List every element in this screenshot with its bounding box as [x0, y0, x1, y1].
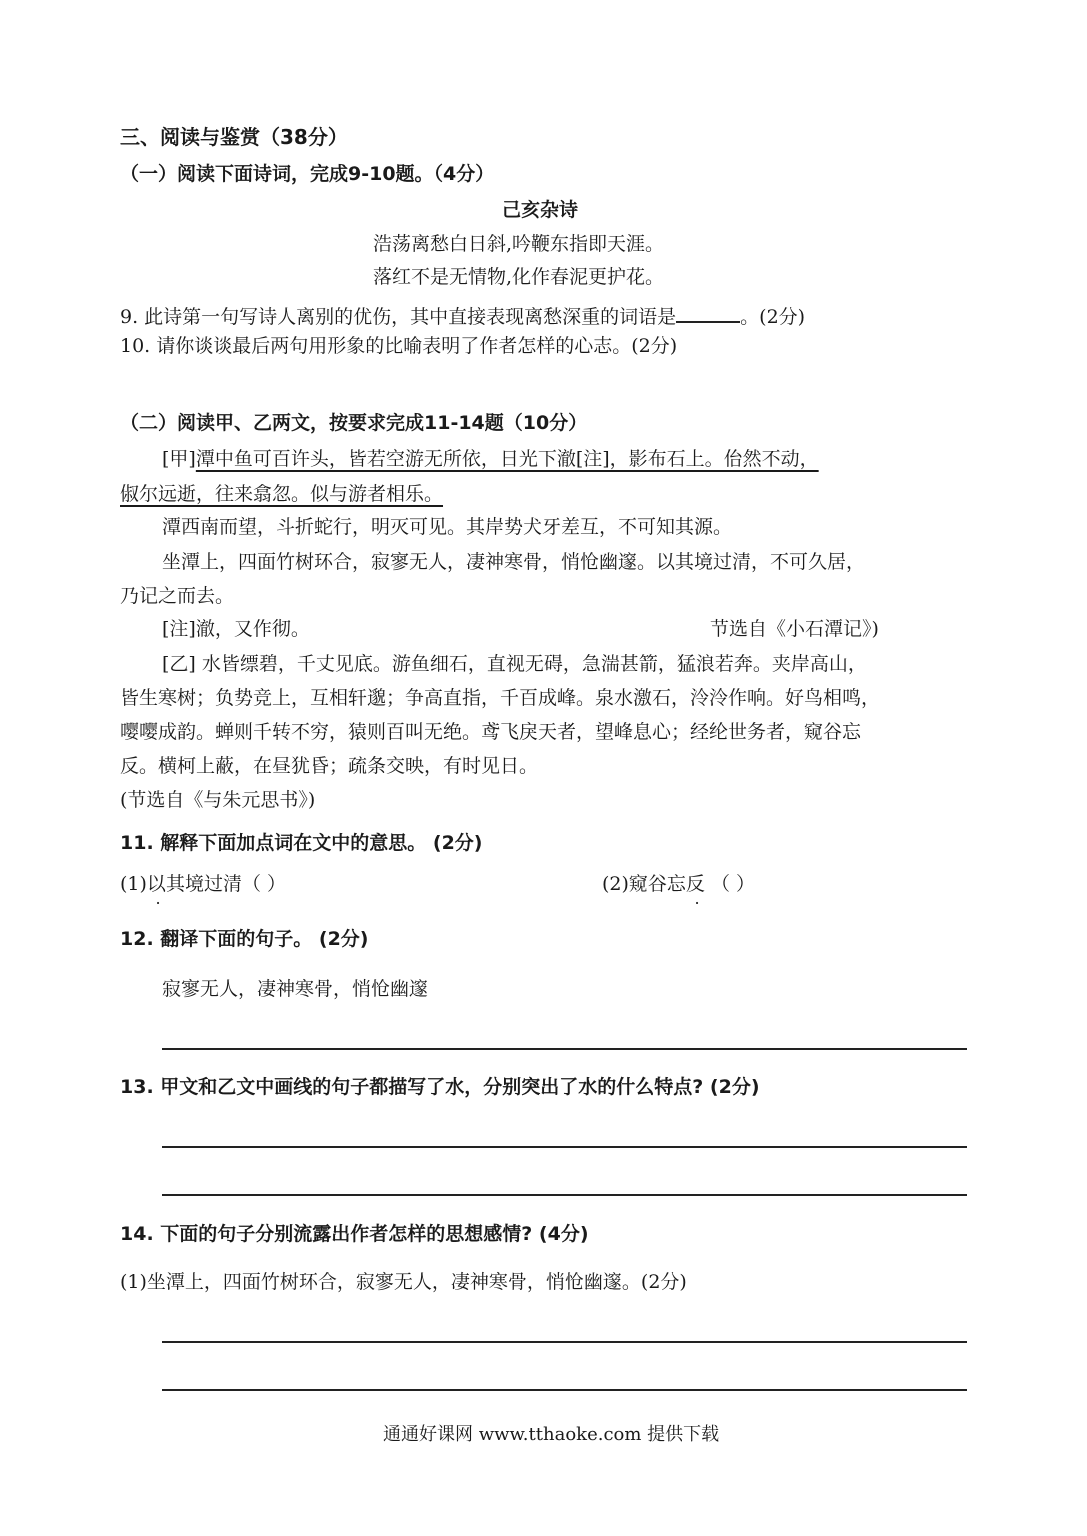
poem-line-2: 落红不是无情物,化作春泥更护花。: [373, 266, 665, 288]
yi-line-4: 反。横柯上蔽，在昼犹昏；疏条交映，有时见日。: [120, 755, 539, 777]
answer-blank[interactable]: [676, 303, 740, 323]
yi-line-2: 皆生寒树；负势竞上，互相轩邈；争高直指，千百成峰。泉水激石，泠泠作响。好鸟相鸣，: [120, 687, 881, 709]
yi-line-1: [乙] 水皆缥碧，千丈见底。游鱼细石，直视无碍，急湍甚箭，猛浪若奔。夹岸高山，: [162, 653, 867, 675]
poem-line-1: 浩荡离愁白日斜,吟鞭东指即天涯。: [373, 233, 665, 255]
jia-line-1: [162, 450, 819, 469]
jia-note: [注]澈，又作彻。: [162, 618, 310, 640]
jia-label: [甲]: [162, 448, 196, 470]
question-13-heading: 13. 甲文和乙文中画线的句子都描写了水，分别突出了水的什么特点? (2分): [120, 1076, 760, 1098]
question-11-heading: 11. 解释下面加点词在文中的意思。 (2分): [120, 832, 483, 854]
jia-underlined-1: 潭中鱼可百许头，皆若空游无所依，日光下澈[注]，影布石上。佁然不动，: [195, 448, 819, 470]
question-9: [120, 303, 805, 327]
part1-heading: （一）阅读下面诗词，完成9-10题。（4分）: [120, 163, 495, 185]
jia-source: 节选自《小石潭记》): [710, 618, 879, 640]
answer-line[interactable]: [162, 1389, 967, 1391]
dotted-word: 以: [146, 873, 166, 895]
yi-line-3: 嘤嘤成韵。蝉则千转不穷，猿则百叫无绝。鸢飞戾天者，望峰息心；经纶世务者，窥谷忘: [120, 721, 862, 743]
jia-paragraph-3-line-2: 乃记之而去。: [120, 585, 235, 607]
answer-line[interactable]: [162, 1146, 967, 1148]
page-footer: 通通好课网 www.tthaoke.com 提供下载: [383, 1424, 720, 1445]
question-9-text: 9. 此诗第一句写诗人离别的优伤，其中直接表现离愁深重的词语是: [120, 306, 677, 328]
answer-line[interactable]: [162, 1341, 967, 1343]
item-answer-slot[interactable]: 其境过清（ ）: [165, 873, 286, 895]
item-prefix: (2)窥谷忘: [602, 873, 686, 895]
jia-paragraph-3-line-1: 坐潭上，四面竹树环合，寂寥无人，凄神寒骨，悄怆幽邃。以其境过清，不可久居，: [162, 551, 866, 573]
dotted-word: 反: [685, 873, 705, 895]
question-12-heading: 12. 翻译下面的句子。 (2分): [120, 928, 369, 950]
part2-heading: （二）阅读甲、乙两文，按要求完成11-14题（10分）: [120, 412, 588, 434]
question-9-points: 。(2分): [740, 306, 806, 328]
question-11-item-2: [602, 875, 755, 894]
question-11-item-1: [120, 875, 286, 894]
question-14-heading: 14. 下面的句子分别流露出作者怎样的思想感情? (4分): [120, 1223, 589, 1245]
section-title: 三、阅读与鉴赏（38分）: [120, 125, 348, 149]
question-10: 10. 请你谈谈最后两句用形象的比喻表明了作者怎样的心志。(2分): [120, 335, 678, 357]
poem-title: 己亥杂诗: [502, 199, 579, 221]
jia-paragraph-2: 潭西南而望，斗折蛇行，明灭可见。其岸势犬牙差互，不可知其源。: [162, 516, 733, 538]
item-number: (1): [120, 873, 147, 895]
jia-line-2: 俶尔远逝，往来翕忽。似与游者相乐。: [120, 483, 444, 505]
question-14-item-1: (1)坐潭上，四面竹树环合，寂寥无人，凄神寒骨，悄怆幽邃。(2分): [120, 1271, 687, 1293]
yi-source: (节选自《与朱元思书》): [120, 789, 316, 811]
answer-line[interactable]: [162, 1194, 967, 1196]
answer-line[interactable]: [162, 1048, 967, 1050]
item-answer-slot[interactable]: （ ）: [704, 873, 756, 895]
question-12-sentence: 寂寥无人，凄神寒骨，悄怆幽邃: [162, 978, 429, 1000]
